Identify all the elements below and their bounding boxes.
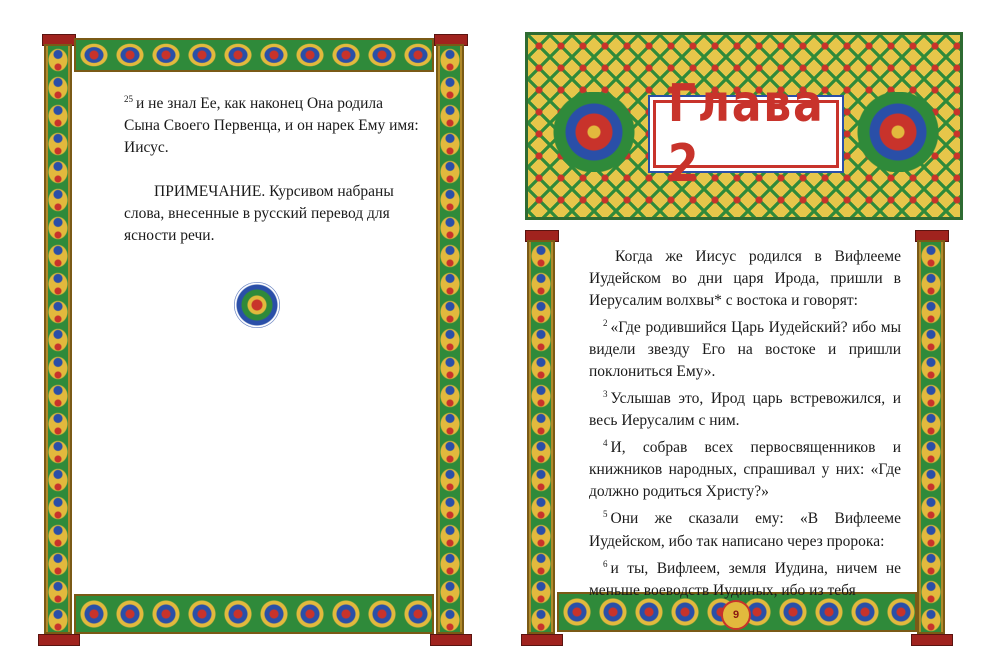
top-ornament-border bbox=[74, 38, 434, 72]
left-page bbox=[30, 0, 475, 672]
verse-text: Они же сказали ему: «В Вифлееме Иудейском, ибо так написано через пророка: bbox=[589, 510, 901, 550]
verse-paragraph bbox=[124, 88, 420, 159]
verse-text: «Где родившийся Царь Иудейский? ибо мы видели звезду Его на востоке и пришли поклониться Ему». bbox=[589, 319, 901, 381]
right-page-text bbox=[589, 246, 901, 602]
right-medallion-ornament bbox=[855, 92, 941, 172]
left-medallion-ornament bbox=[551, 92, 637, 172]
verse-text: Когда же Иисус родился в Вифлееме Иудейском во дни царя Ирода, пришли в Иерусалим волхвы* с востока и говорят: bbox=[589, 248, 901, 309]
verse-number: 2 bbox=[603, 318, 608, 328]
verse-number: 25 bbox=[124, 94, 133, 104]
verse-paragraph bbox=[589, 312, 901, 383]
verse-number: 5 bbox=[603, 509, 608, 520]
verse-paragraph bbox=[589, 553, 901, 602]
bottom-ornament-border bbox=[74, 594, 434, 634]
verse-number: 6 bbox=[603, 558, 608, 569]
verse-paragraph bbox=[589, 432, 901, 503]
verse-paragraph bbox=[589, 246, 901, 312]
verse-paragraph bbox=[589, 503, 901, 552]
verse-text: И, собрав всех первосвященников и книжников народных, спрашивал у них: «Где должно родиться Христу?» bbox=[589, 439, 901, 501]
verse-text: и не знал Ее, как наконец Она родила Сына Своего Первенца, и он нарек Ему имя: Иисус. bbox=[124, 95, 419, 157]
verse-text: Услышав это, Ирод царь встревожился, и весь Иерусалим с ним. bbox=[589, 390, 901, 430]
chapter-title: Глава 2 bbox=[667, 74, 825, 194]
left-column-base bbox=[521, 634, 563, 646]
verse-number: 3 bbox=[603, 389, 608, 400]
left-page-text bbox=[124, 88, 420, 247]
left-ornament-column bbox=[44, 44, 72, 634]
right-column-base bbox=[430, 634, 472, 646]
left-ornament-column bbox=[527, 240, 555, 634]
right-ornament-column bbox=[917, 240, 945, 634]
rosette-ornament bbox=[234, 282, 280, 328]
note-text: ПРИМЕЧАНИЕ. Курсивом набраны слова, внесенные в русский перевод для ясности речи. bbox=[124, 183, 394, 245]
verse-paragraph bbox=[589, 383, 901, 432]
right-page bbox=[525, 0, 975, 672]
verse-number: 4 bbox=[603, 438, 608, 449]
right-column-base bbox=[911, 634, 953, 646]
note-paragraph bbox=[124, 181, 420, 247]
chapter-title-box bbox=[653, 74, 839, 194]
verse-text: и ты, Вифлеем, земля Иудина, ничем не меньше воеводств Иудиных, ибо из тебя bbox=[589, 559, 901, 599]
right-ornament-column bbox=[436, 44, 464, 634]
page-number: 9 bbox=[721, 600, 751, 630]
left-column-base bbox=[38, 634, 80, 646]
